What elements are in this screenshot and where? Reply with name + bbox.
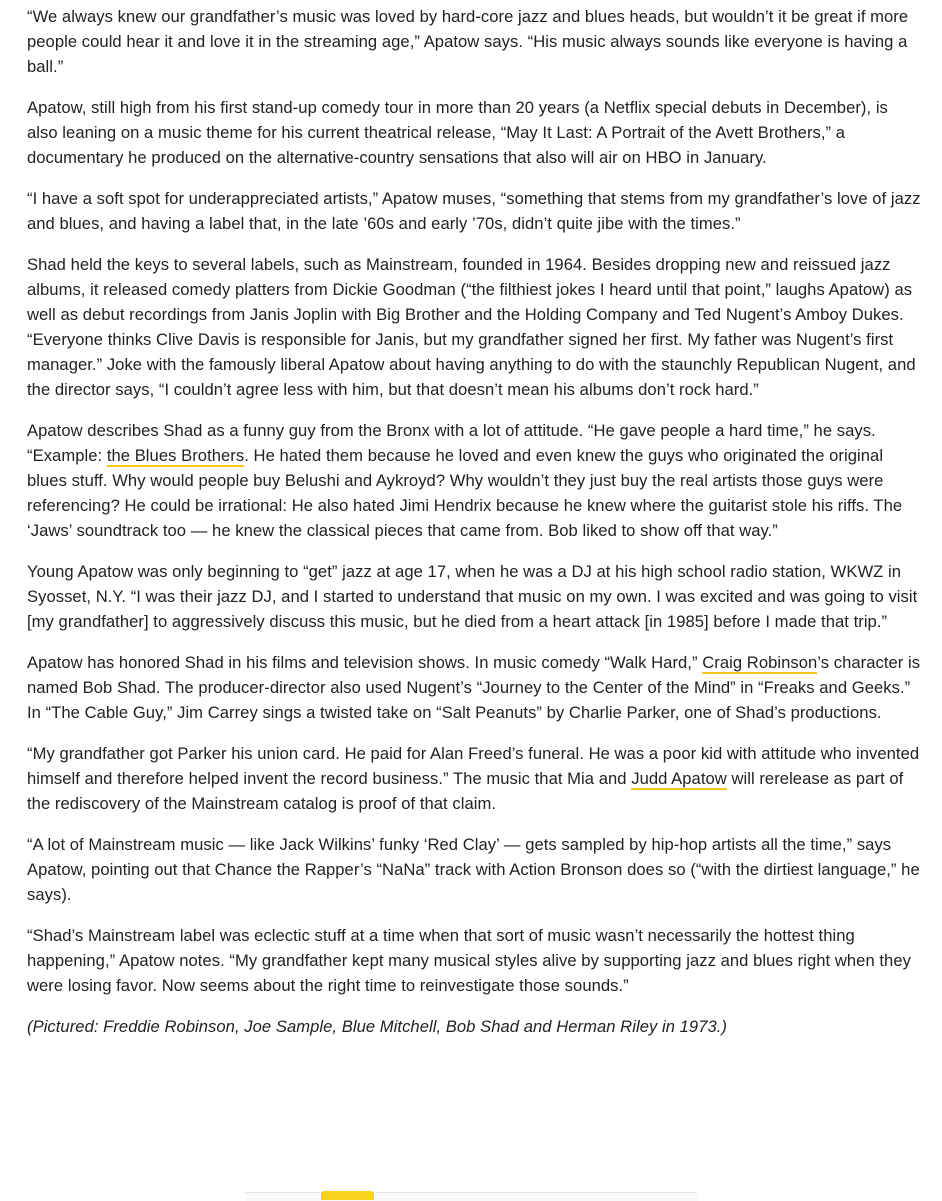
craig-robinson-link[interactable]: Craig Robinson [702,653,818,672]
paragraph-9: “A lot of Mainstream music — like Jack Wilkins’ funky ‘Red Clay’ — gets sampled by hip-hop artists all the time,” says Apatow, pointing out that Chance the Rapper’s “NaNa” track with Action Bronson does so (“with the dirtiest language,” he says). [27,835,920,904]
paragraph-3: “I have a soft spot for underappreciated artists,” Apatow muses, “something that stems from my grandfather’s love of jazz and blues, and having a label that, in the late ’60s and early ’70s, didn’t quite jibe with the times.” [27,189,921,233]
paragraph-6: Young Apatow was only beginning to “get” jazz at age 17, when he was a DJ at his high school radio station, WKWZ in Syosset, N.Y. “I was their jazz DJ, and I started to understand that music on my own. I was excited and was going to visit [my grandfather] to aggressively discuss this music, but he died from a heart attack [in 1985] before I made that trip.” [27,562,918,631]
paragraph-2: Apatow, still high from his first stand-up comedy tour in more than 20 years (a Netflix special debuts in December), is also leaning on a music theme for his current theatrical release, “May It Last: A Portrait of the Avett Brothers,” a documentary he produced on the alternative-country sensations that also will air on HBO in January. [27,98,888,167]
paragraph-8-text-start: “My grandfather got Parker his union card. He paid for Alan Freed’s funeral. He was a poor kid with attitude who invented himself and therefore helped invent the record business.” The music that Mia and [27,744,920,788]
judd-apatow-link[interactable]: Judd Apatow [631,769,727,788]
paragraph-5 [27,418,922,543]
paragraph-8 [27,741,922,816]
article-body [27,4,922,1055]
paragraph-7-text-end: ’s character is named Bob Shad. The producer-director also used Nugent’s “Journey to the Center of the Mind” in “Freaks and Geeks.” In “The Cable Guy,” Jim Carrey sings a twisted take on “Salt Peanuts” by Charlie Parker, one of Shad’s productions. [27,653,921,722]
paragraph-1: “We always knew our grandfather’s music was loved by hard-core jazz and blues heads, but wouldn’t it be great if more people could hear it and love it in the streaming age,” Apatow says. “His music always sounds like everyone is having a ball.” [27,7,909,76]
paragraph-5-text-start: Apatow describes Shad as a funny guy from the Bronx with a lot of attitude. “He gave people a hard time,” he says. “Example: [27,421,876,465]
paragraph-5-text-end: . He hated them because he loved and even knew the guys who originated the original blues stuff. Why would people buy Belushi and Aykroyd? Why wouldn’t they just buy the real artists those guys were referencing? He could be irrational: He also hated Jimi Hendrix because he knew where the guitarist stole his riffs. The ‘Jaws’ soundtrack too — he knew the classical pieces that came from. Bob liked to show off that way.” [27,446,903,540]
paragraph-8-text-end: will rerelease as part of the rediscovery of the Mainstream catalog is proof of that claim. [27,769,904,813]
paragraph-10: “Shad’s Mainstream label was eclectic stuff at a time when that sort of music wasn’t necessarily the hottest thing happening,” Apatow notes. “My grandfather kept many musical styles alive by supporting jazz and blues right when they were losing favor. Now seems about the right time to reinvestigate those sounds.” [27,926,911,995]
paragraph-7-text-start: Apatow has honored Shad in his films and television shows. In music comedy “Walk Hard,” [27,653,703,672]
blues-brothers-link[interactable]: the Blues Brothers [106,446,245,465]
paragraph-7 [27,650,922,725]
paragraph-4: Shad held the keys to several labels, such as Mainstream, founded in 1964. Besides dropping new and reissued jazz albums, it released comedy platters from Dickie Goodman (“the filthiest jokes I heard until that point,” laughs Apatow) as well as debut recordings from Janis Joplin with Big Brother and the Holding Company and Ted Nugent’s Amboy Dukes. “Everyone thinks Clive Davis is responsible for Janis, but my grandfather signed her first. My father was Nugent’s first manager.” Joke with the famously liberal Apatow about having anything to do with the staunchly Republican Nugent, and the director says, “I couldn’t agree less with him, but that doesn’t mean his albums don’t rock hard.” [27,255,916,399]
photo-caption: (Pictured: Freddie Robinson, Joe Sample, Blue Mitchell, Bob Shad and Herman Riley in 1973.) [27,1017,728,1036]
bottom-accent-tab[interactable] [321,1191,374,1200]
